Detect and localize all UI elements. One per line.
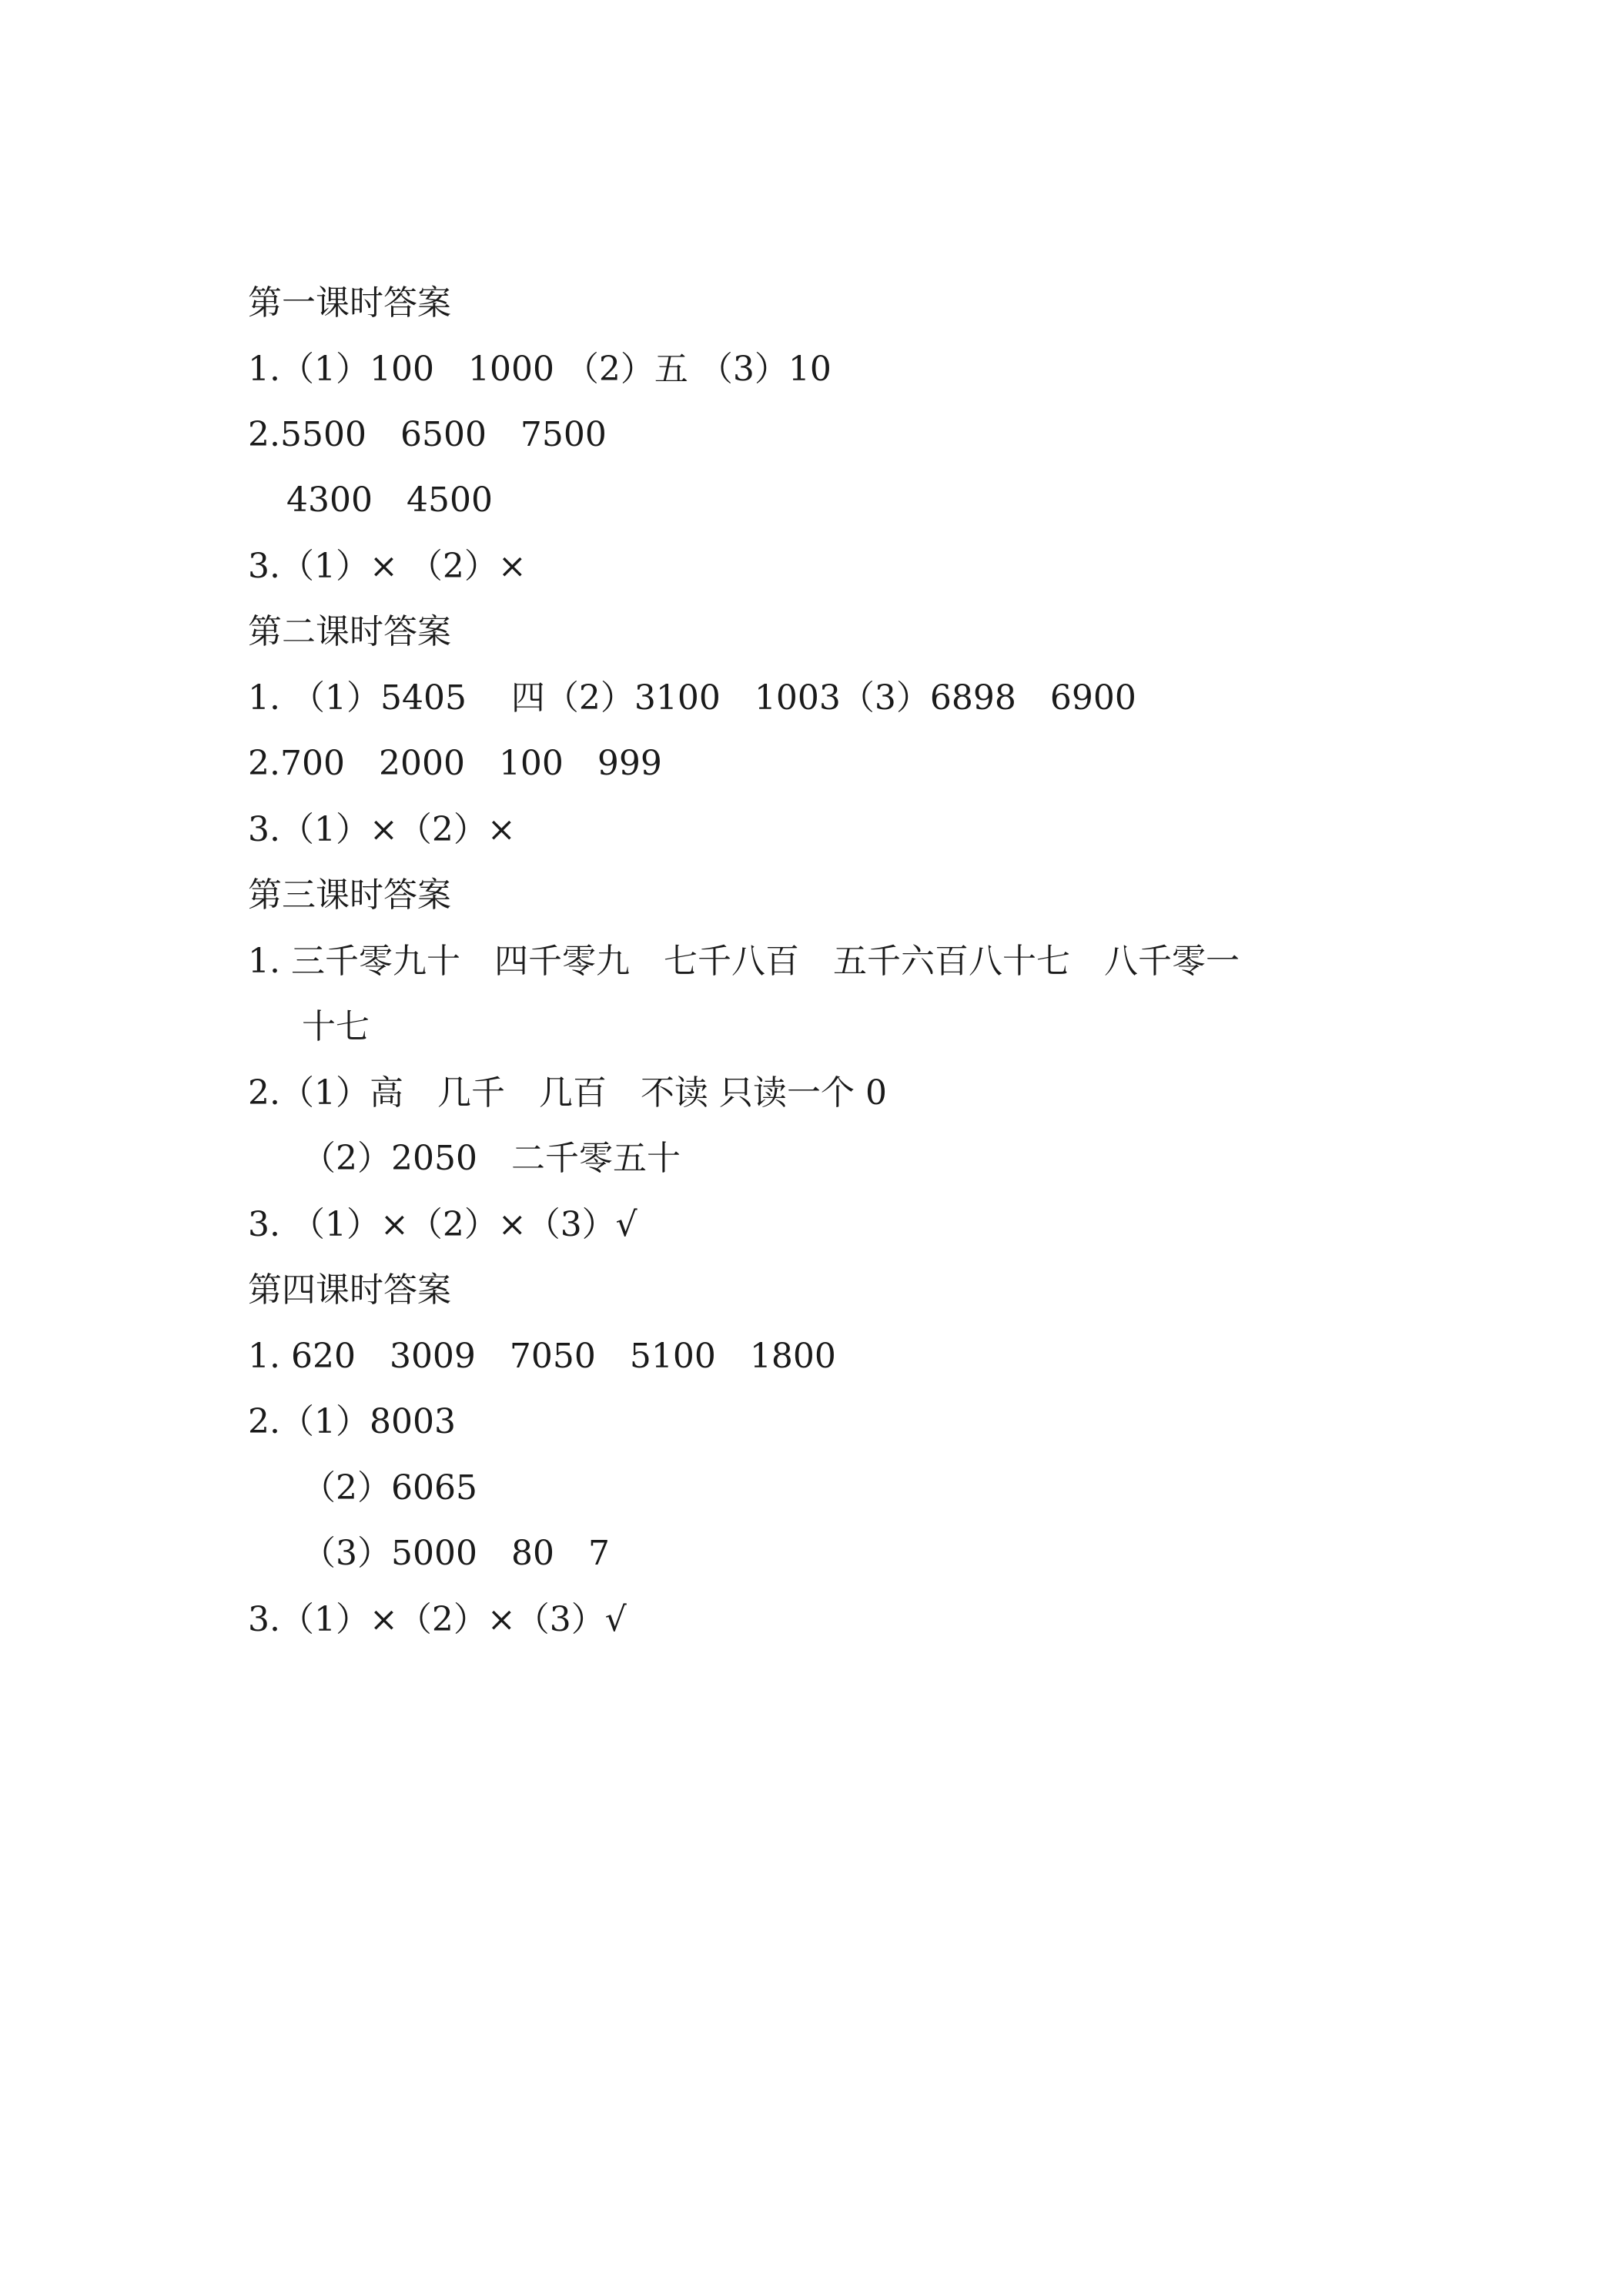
lesson-3-heading: 第三课时答案 bbox=[248, 875, 451, 915]
lesson-1-heading: 第一课时答案 bbox=[248, 283, 451, 323]
lesson-2-heading: 第二课时答案 bbox=[248, 612, 451, 651]
lesson-2-q2: 2.700 2000 100 999 bbox=[248, 744, 662, 783]
lesson-4-q2-part2: （2）6065 bbox=[302, 1468, 477, 1508]
lesson-1-q2-cont: 4300 4500 bbox=[286, 480, 493, 520]
lesson-4-q1: 1. 620 3009 7050 5100 1800 bbox=[248, 1337, 836, 1376]
lesson-2-q1: 1. （1）5405 四（2）3100 1003（3）6898 6900 bbox=[248, 678, 1136, 718]
lesson-3-q2: 2.（1）高 几千 几百 不读 只读一个 0 bbox=[248, 1073, 887, 1113]
lesson-3-q1-cont: 十七 bbox=[302, 1007, 370, 1046]
lesson-1-q3: 3.（1）× （2）× bbox=[248, 547, 527, 586]
lesson-1-q2: 2.5500 6500 7500 bbox=[248, 415, 607, 454]
lesson-3-q1: 1. 三千零九十 四千零九 七千八百 五千六百八十七 八千零一 bbox=[248, 942, 1240, 981]
lesson-3-q3: 3. （1）×（2）×（3）√ bbox=[248, 1205, 637, 1244]
lesson-4-heading: 第四课时答案 bbox=[248, 1270, 451, 1310]
lesson-4-q2: 2.（1）8003 bbox=[248, 1402, 456, 1441]
lesson-1-q1: 1.（1）100 1000 （2）五 （3）10 bbox=[248, 350, 832, 389]
lesson-4-q3: 3.（1）×（2）×（3）√ bbox=[248, 1600, 627, 1639]
lesson-3-q2-cont: （2）2050 二千零五十 bbox=[302, 1139, 681, 1178]
lesson-2-q3: 3.（1）×（2）× bbox=[248, 810, 516, 849]
lesson-4-q2-part3: （3）5000 80 7 bbox=[302, 1534, 610, 1573]
